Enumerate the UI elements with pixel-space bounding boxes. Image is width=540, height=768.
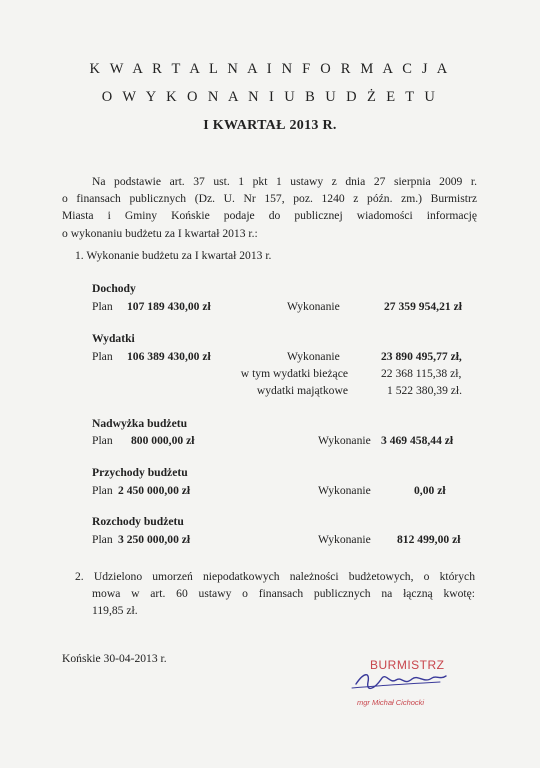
rozchody-plan-value: 3 250 000,00 zł: [118, 533, 191, 546]
wydatki-plan-value: 106 389 430,00 zł: [127, 350, 211, 363]
przychody-exec-label: Wykonanie: [318, 484, 371, 497]
nadwyzka-exec-value: 3 469 458,44 zł: [381, 434, 454, 447]
wydatki-majatkowe-label: wydatki majątkowe: [256, 384, 348, 397]
dochody-exec-value: 27 359 954,21 zł: [384, 300, 462, 313]
nadwyzka-exec-label: Wykonanie: [318, 434, 371, 447]
place-date: Końskie 30-04-2013 r.: [62, 652, 167, 665]
stamp-name: mgr Michał Cichocki: [357, 698, 425, 707]
dochody-plan-label: Plan: [92, 300, 113, 313]
stamp-title: BURMISTRZ: [370, 658, 445, 672]
item-2-line: mowa w art. 60 ustawy o finansach publicznych na łączną kwotę:: [92, 587, 475, 601]
dochody-exec-label: Wykonanie: [287, 300, 340, 313]
intro-paragraph: [62, 173, 477, 242]
wydatki-title: Wydatki: [92, 332, 135, 345]
wydatki-exec-label: Wykonanie: [287, 350, 340, 363]
wydatki-biezace-label: w tym wydatki bieżące: [240, 367, 348, 380]
przychody-exec-value: 0,00 zł: [414, 484, 446, 497]
doc-title-line-3: I KWARTAŁ 2013 R.: [203, 118, 337, 133]
intro-line: Miasta i Gminy Końskie podaje do publicznej wiadomości informację: [62, 209, 477, 223]
wydatki-plan-label: Plan: [92, 350, 113, 363]
przychody-title: Przychody budżetu: [92, 466, 188, 479]
nadwyzka-plan-value: 800 000,00 zł: [131, 434, 195, 447]
rozchody-exec-label: Wykonanie: [318, 533, 371, 546]
item-2-line: 2. Udzielono umorzeń niepodatkowych należności budżetowych, o których: [75, 570, 475, 583]
wydatki-exec-value: 23 890 495,77 zł,: [381, 350, 462, 363]
intro-line: o wykonaniu budżetu za I kwartał 2013 r.:: [62, 226, 258, 240]
dochody-plan-value: 107 189 430,00 zł: [127, 300, 211, 313]
doc-title-line-2: O W Y K O N A N I U B U D Ż E T U: [101, 89, 439, 105]
dochody-title: Dochody: [92, 282, 136, 295]
wydatki-majatkowe-value: 1 522 380,39 zł.: [387, 384, 463, 397]
intro-line: o finansach publicznych (Dz. U. Nr 157, poz. 1240 z późn. zm.) Burmistrz: [62, 192, 477, 206]
item-2-line: 119,85 zł.: [92, 604, 138, 618]
nadwyzka-plan-label: Plan: [92, 434, 113, 447]
przychody-plan-label: Plan: [92, 484, 113, 497]
rozchody-exec-value: 812 499,00 zł: [397, 533, 461, 546]
doc-title-line-1: K W A R T A L N A I N F O R M A C J A: [89, 61, 451, 77]
rozchody-title: Rozchody budżetu: [92, 515, 184, 528]
item-2-paragraph: [75, 568, 475, 620]
signature-icon: [344, 664, 464, 698]
intro-line: Na podstawie art. 37 ust. 1 pkt 1 ustawy z dnia 27 sierpnia 2009 r.: [92, 175, 477, 188]
rozchody-plan-label: Plan: [92, 533, 113, 546]
przychody-plan-value: 2 450 000,00 zł: [118, 484, 191, 497]
official-stamp: [344, 658, 464, 718]
item-1-heading: 1. Wykonanie budżetu za I kwartał 2013 r.: [75, 249, 272, 262]
nadwyzka-title: Nadwyżka budżetu: [92, 417, 188, 430]
wydatki-biezace-value: 22 368 115,38 zł,: [381, 367, 462, 380]
